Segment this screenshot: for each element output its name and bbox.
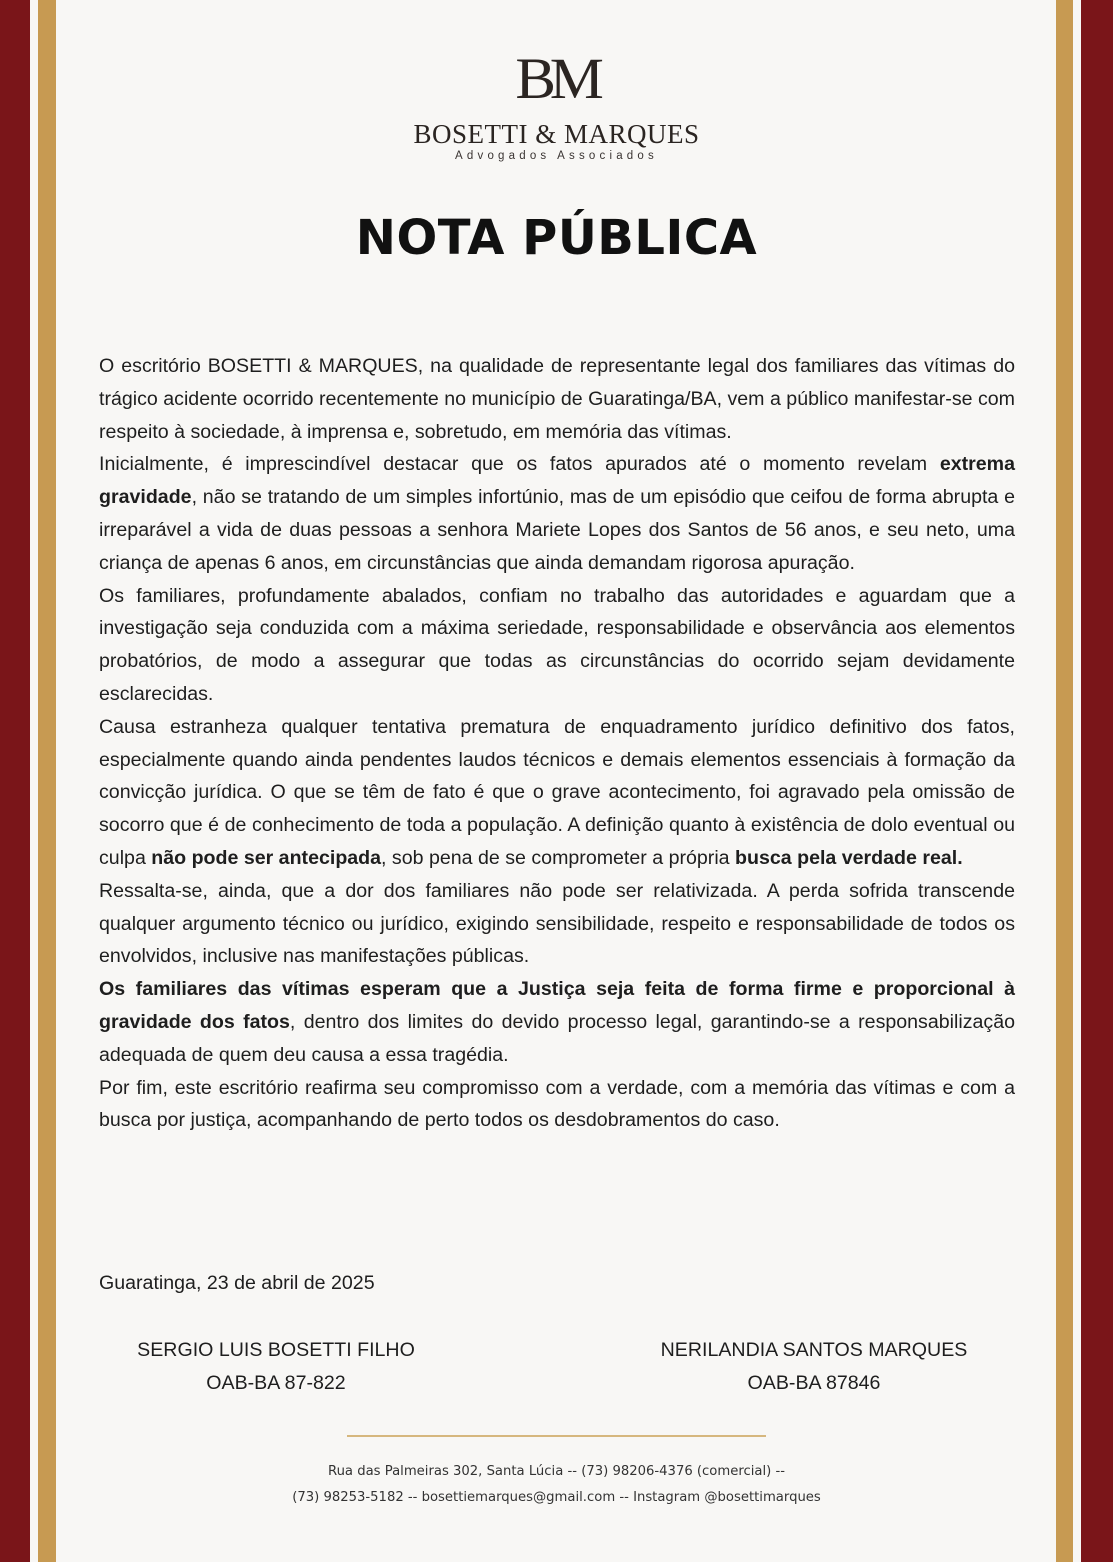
firm-tagline: Advogados Associados: [455, 150, 658, 162]
paragraph-6: Os familiares das vítimas esperam que a Justiça seja feita de forma firme e proporcional à gravidade dos fatos, dentro dos limites do devido processo legal, garantindo-se a responsabilização adequada de quem deu causa a essa tragédia.: [99, 978, 1015, 1066]
footer-contact: [0, 1459, 1113, 1511]
paragraph-1: O escritório BOSETTI & MARQUES, na qualidade de representante legal dos familiares das vítimas do trágico acidente ocorrido recentemente no município de Guaratinga/BA, vem a público manifestar-se com respeito à sociedade, à imprensa e, sobretudo, em memória das vítimas.: [99, 355, 1015, 443]
signatory-name: SERGIO LUIS BOSETTI FILHO: [137, 1339, 415, 1361]
logo-monogram: BM: [515, 46, 598, 111]
bold-phrase: Os familiares das vítimas esperam que a Justiça seja feita de forma firme e proporcional à gravidade dos fatos: [99, 978, 1015, 1033]
paragraph-2: Inicialmente, é imprescindível destacar que os fatos apurados até o momento revelam extrema gravidade, não se tratando de um simples infortúnio, mas de um episódio que ceifou de forma abrupta e irreparável a vida de duas pessoas a senhora Mariete Lopes dos Santos de 56 anos, e seu neto, uma criança de apenas 6 anos, em circunstâncias que ainda demandam rigorosa apuração.: [99, 453, 1015, 574]
paragraph-3: Os familiares, profundamente abalados, confiam no trabalho das autoridades e aguardam que a investigação seja conduzida com a máxima seriedade, responsabilidade e observância aos elementos probatórios, de modo a assegurar que todas as circunstâncias do ocorrido sejam devidamente esclarecidas.: [99, 584, 1015, 705]
firm-name: BOSETTI & MARQUES: [413, 119, 700, 149]
bold-phrase: busca pela verdade real.: [735, 846, 963, 869]
document-body: [99, 350, 1015, 1137]
signature-block-1: [116, 1334, 436, 1400]
footer-line-1: Rua das Palmeiras 302, Santa Lúcia -- (73) 98206-4376 (comercial) --: [328, 1464, 785, 1479]
signatory-oab: OAB-BA 87846: [747, 1372, 881, 1394]
date-line: Guaratinga, 23 de abril de 2025: [99, 1272, 375, 1294]
firm-logo: [0, 46, 1113, 162]
bold-phrase: extrema gravidade: [99, 453, 1015, 509]
document-title: NOTA PÚBLICA: [355, 210, 758, 266]
paragraph-4: Causa estranheza qualquer tentativa prematura de enquadramento jurídico definitivo dos fatos, especialmente quando ainda pendentes laudos técnicos e demais elementos essenciais à formação da convicção jurídica. O que se têm de fato é que o grave acontecimento, foi agravado pela omissão de socorro que é de conhecimento de toda a população. A definição quanto à existência de dolo eventual ou culpa não pode ser antecipada, sob pena de se comprometer a própria busca pela verdade real.: [99, 715, 1015, 869]
paragraph-7: Por fim, este escritório reafirma seu compromisso com a verdade, com a memória das vítimas e com a busca por justiça, acompanhando de perto todos os desdobramentos do caso.: [99, 1076, 1015, 1132]
footer-line-2: (73) 98253-5182 -- bosettiemarques@gmail.com -- Instagram @bosettimarques: [292, 1490, 821, 1505]
signatory-name: NERILANDIA SANTOS MARQUES: [660, 1339, 968, 1361]
paragraph-5: Ressalta-se, ainda, que a dor dos familiares não pode ser relativizada. A perda sofrida transcende qualquer argumento técnico ou jurídico, exigindo sensibilidade, respeito e responsabilidade de todos os envolvidos, inclusive nas manifestações públicas.: [99, 879, 1015, 968]
bold-phrase: não pode ser antecipada: [151, 846, 382, 869]
signature-block-2: [634, 1334, 994, 1400]
signatory-oab: OAB-BA 87-822: [206, 1372, 346, 1394]
footer-divider: [347, 1435, 766, 1437]
